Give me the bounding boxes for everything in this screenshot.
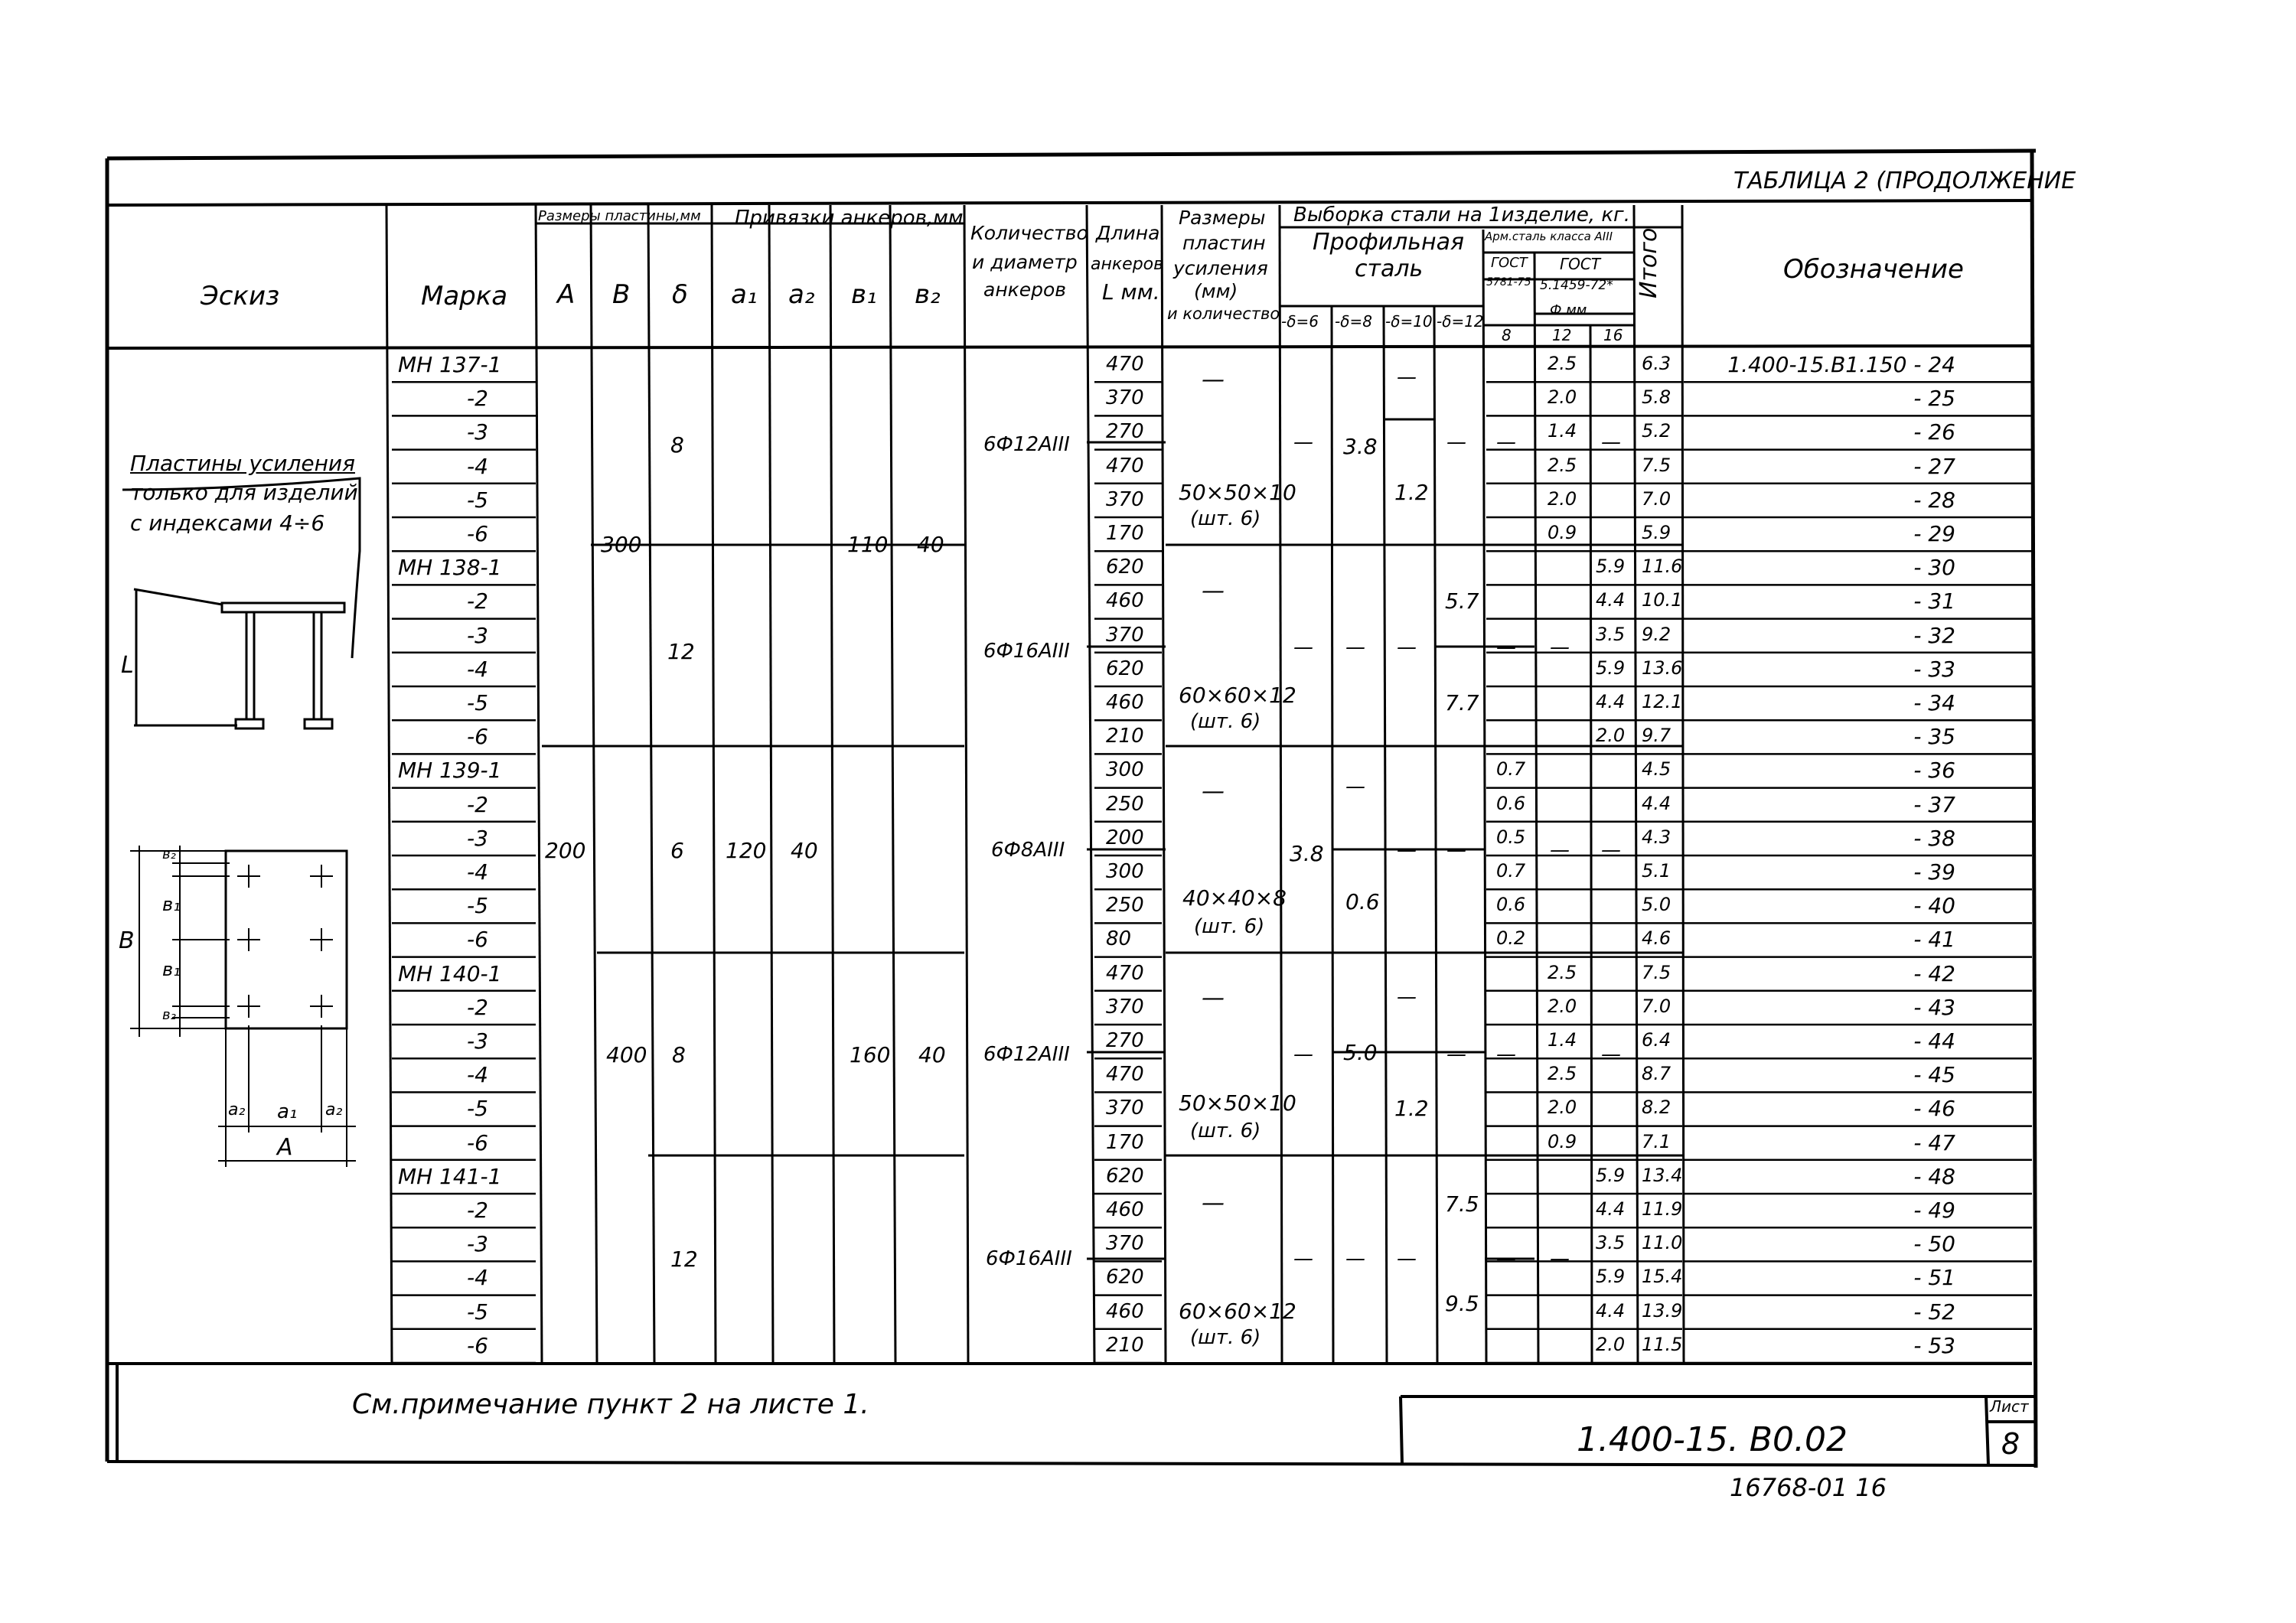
sketch-label-B: В (119, 927, 135, 954)
header-d8: -δ=8 (1335, 312, 1372, 331)
cell-d12-dash-140: — (1446, 1043, 1466, 1066)
header-rebar: Арм.сталь класса АIII (1485, 230, 1613, 243)
cell-designation: - 34 (1913, 690, 1955, 715)
cell-rebar-16: 4.4 (1596, 691, 1626, 712)
cell-total: 5.2 (1642, 420, 1671, 442)
cell-mark: -3 (467, 622, 488, 648)
cell-reinf-4b: (шт. 6) (1190, 1119, 1261, 1142)
cell-total: 15.4 (1642, 1266, 1683, 1288)
cell-delta-1: 8 (670, 432, 684, 458)
header-delta: δ (672, 279, 688, 310)
cell-mark: -2 (467, 386, 488, 412)
cell-length: 300 (1106, 758, 1144, 782)
header-total: Итого (1636, 227, 1662, 298)
sketch-label-b2b: в₂ (162, 1007, 176, 1023)
cell-total: 4.6 (1642, 927, 1671, 950)
header-plate-dims: Размеры пластины,мм (538, 208, 701, 224)
cell-d8-137: 3.8 (1343, 434, 1378, 459)
cell-length: 170 (1106, 522, 1144, 545)
header-profile-1: Профильная (1313, 229, 1465, 256)
cell-mark: -4 (467, 453, 488, 479)
footer-code: 16768-01 16 (1730, 1473, 1887, 1502)
cell-length: 620 (1106, 1266, 1144, 1289)
header-d12: -δ=12 (1437, 312, 1484, 331)
cell-length: 370 (1106, 1232, 1144, 1256)
header-gost1-1: ГОСТ (1491, 255, 1528, 271)
cell-mark: -6 (467, 521, 488, 546)
cell-length: 210 (1106, 1333, 1144, 1357)
cell-reinf-3a: 40×40×8 (1182, 885, 1287, 911)
cell-length: 370 (1106, 386, 1144, 410)
header-B: В (612, 279, 631, 310)
cell-b1-1: 110 (847, 532, 889, 557)
cell-total: 4.4 (1642, 792, 1671, 814)
cell-length: 460 (1106, 589, 1144, 613)
header-qty-2: и диаметр (972, 251, 1078, 273)
header-len-1: Длина (1096, 222, 1160, 244)
header-d10: -δ=10 (1385, 312, 1433, 331)
cell-length: 620 (1106, 657, 1144, 680)
sketch-note-1: Пластины усиления (130, 451, 355, 476)
cell-d12-141b: 9.5 (1445, 1291, 1479, 1316)
cell-r12-dash-139: — (1550, 839, 1570, 862)
header-r12: 12 (1552, 326, 1572, 344)
cell-total: 7.5 (1642, 961, 1671, 983)
cell-designation: - 39 (1913, 859, 1955, 885)
cell-rebar-8: 0.2 (1496, 927, 1526, 950)
cell-designation: - 46 (1913, 1096, 1955, 1122)
cell-total: 4.3 (1642, 826, 1671, 848)
cell-rebar-8: 0.7 (1496, 860, 1526, 882)
cell-qty-3: 6Ф8АIII (991, 839, 1065, 862)
cell-d10-dash-140: — (1397, 986, 1417, 1009)
cell-designation: - 35 (1913, 724, 1955, 750)
cell-rebar-12: 2.0 (1548, 386, 1577, 409)
cell-mark: -2 (467, 588, 488, 614)
cell-d10-140: 1.2 (1394, 1096, 1429, 1121)
header-reinf-5: и количество (1167, 305, 1280, 323)
cell-rebar-16: 5.9 (1596, 556, 1626, 578)
cell-r8-dash-137: — (1496, 431, 1516, 454)
sketch-label-b2a: в₂ (162, 846, 176, 862)
cell-mark: -4 (467, 656, 488, 682)
cell-designation: - 41 (1913, 927, 1955, 953)
cell-d10-dash-141: — (1397, 1247, 1417, 1270)
cell-rebar-16: 5.9 (1596, 657, 1626, 679)
cell-total: 13.9 (1642, 1299, 1683, 1322)
cell-designation: - 26 (1913, 419, 1955, 445)
cell-mark: -6 (467, 1129, 488, 1155)
cell-b2-1: 40 (917, 532, 944, 557)
cell-delta-5: 12 (670, 1247, 698, 1272)
cell-reinf-dash-3: — (1202, 778, 1225, 805)
cell-designation: - 33 (1913, 656, 1955, 682)
cell-length: 620 (1106, 556, 1144, 579)
cell-length: 250 (1106, 894, 1144, 917)
cell-designation: - 43 (1913, 994, 1955, 1020)
header-gost2-2: 5.1459-72* (1540, 278, 1613, 293)
cell-mark: -2 (467, 791, 488, 817)
cell-length: 370 (1106, 487, 1144, 511)
cell-total: 6.4 (1642, 1029, 1671, 1051)
cell-mark: МН 138-1 (398, 555, 502, 581)
cell-reinf-1a: 50×50×10 (1179, 480, 1296, 505)
cell-a2: 40 (791, 838, 818, 863)
cell-mark: -6 (467, 1332, 488, 1358)
cell-rebar-12: 2.5 (1548, 353, 1577, 374)
cell-mark: -5 (467, 690, 488, 715)
cell-mark: -3 (467, 1028, 488, 1054)
cell-qty-2: 6Ф16АIII (983, 640, 1070, 663)
cell-delta-3: 6 (670, 838, 684, 863)
header-d6: -δ=6 (1281, 312, 1319, 331)
cell-designation: - 32 (1913, 622, 1955, 648)
cell-delta-2: 12 (667, 639, 695, 664)
cell-designation: - 28 (1913, 487, 1955, 513)
cell-B-400: 400 (606, 1042, 647, 1067)
header-anchor-bind: Привязки анкеров,мм (735, 207, 964, 230)
cell-mark: МН 141-1 (398, 1163, 502, 1189)
cell-d8-140: 5.0 (1343, 1040, 1378, 1065)
cell-qty-4: 6Ф12АIII (983, 1043, 1070, 1066)
cell-reinf-2b: (шт. 6) (1190, 710, 1261, 733)
cell-r16-dash-139: — (1601, 839, 1621, 862)
footer-note: См.примечание пункт 2 на листе 1. (352, 1389, 869, 1420)
sketch-label-a1: a₁ (277, 1100, 298, 1123)
cell-d10-dash-137: — (1397, 366, 1417, 389)
cell-d12-138a: 5.7 (1445, 588, 1479, 614)
sketch-label-A: А (277, 1134, 293, 1161)
cell-length: 470 (1106, 454, 1144, 477)
cell-total: 12.1 (1642, 691, 1683, 712)
cell-total: 7.0 (1642, 487, 1671, 510)
cell-length: 460 (1106, 1299, 1144, 1323)
cell-rebar-16: 4.4 (1596, 1198, 1626, 1220)
cell-d8-139: 0.6 (1345, 889, 1380, 914)
cell-d8-dash-138: — (1345, 636, 1365, 659)
cell-rebar-16: 3.5 (1596, 623, 1626, 645)
cell-length: 210 (1106, 725, 1144, 748)
cell-mark: МН 140-1 (398, 960, 502, 986)
cell-d6-dash-138: — (1293, 636, 1313, 659)
cell-mark: -2 (467, 1198, 488, 1223)
cell-rebar-12: 2.5 (1548, 454, 1577, 476)
header-designation: Обозначение (1783, 254, 1964, 285)
cell-length: 270 (1106, 420, 1144, 444)
sketch-label-a2a: a₂ (228, 1100, 246, 1119)
cell-total: 8.7 (1642, 1063, 1671, 1085)
cell-mark: -5 (467, 487, 488, 513)
cell-d10-137: 1.2 (1394, 480, 1429, 505)
cell-length: 370 (1106, 1097, 1144, 1120)
cell-r12-dash-141: — (1550, 1247, 1570, 1270)
cell-rebar-16: 4.4 (1596, 1299, 1626, 1322)
cell-designation: - 38 (1913, 825, 1955, 851)
cell-d12-138b: 7.7 (1445, 690, 1479, 715)
cell-mark: -5 (467, 1096, 488, 1122)
header-reinf-2: пластин (1182, 232, 1266, 254)
cell-rebar-12: 1.4 (1548, 420, 1577, 442)
cell-length: 370 (1106, 623, 1144, 647)
cell-total: 5.9 (1642, 522, 1671, 543)
cell-designation: - 53 (1913, 1332, 1955, 1358)
header-len-3: L мм. (1102, 279, 1160, 305)
cell-total: 5.8 (1642, 386, 1671, 409)
cell-rebar-16: 5.9 (1596, 1266, 1626, 1288)
header-qty-1: Количество (970, 222, 1088, 244)
cell-designation: - 30 (1913, 555, 1955, 581)
cell-reinf-2a: 60×60×12 (1179, 683, 1296, 708)
cell-rebar-8: 0.6 (1496, 792, 1526, 814)
cell-d12-dash-137: — (1446, 431, 1466, 454)
cell-rebar-12: 1.4 (1548, 1029, 1577, 1051)
cell-total: 5.0 (1642, 894, 1671, 916)
cell-mark: -6 (467, 724, 488, 750)
cell-length: 460 (1106, 1198, 1144, 1221)
cell-designation: - 52 (1913, 1299, 1955, 1325)
cell-rebar-16: 2.0 (1596, 725, 1626, 747)
cell-rebar-12: 0.9 (1548, 1130, 1577, 1152)
cell-designation: - 50 (1913, 1231, 1955, 1257)
cell-designation: - 31 (1913, 588, 1955, 614)
header-gost2-1: ГОСТ (1560, 255, 1601, 273)
cell-r12-dash-138: — (1550, 636, 1570, 659)
sketch-label-a2b: a₂ (325, 1100, 343, 1119)
cell-r16-dash-137: — (1601, 431, 1621, 454)
cell-designation: - 37 (1913, 791, 1955, 817)
cell-d6-dash-137: — (1293, 431, 1313, 454)
cell-d12-141a: 7.5 (1445, 1191, 1479, 1217)
cell-mark: МН 139-1 (398, 758, 502, 784)
cell-total: 9.2 (1642, 623, 1671, 645)
cell-reinf-4a: 50×50×10 (1179, 1090, 1296, 1116)
header-reinf-1: Размеры (1179, 207, 1266, 229)
cell-length: 620 (1106, 1164, 1144, 1188)
cell-rebar-16: 3.5 (1596, 1232, 1626, 1254)
cell-rebar-12: 2.5 (1548, 961, 1577, 983)
header-len-2: анкеров (1091, 255, 1164, 274)
cell-designation: 1.400-15.В1.150 - 24 (1727, 352, 1955, 377)
cell-rebar-12: 0.9 (1548, 522, 1577, 543)
cell-d6-139: 3.8 (1290, 841, 1324, 866)
cell-reinf-3b: (шт. 6) (1194, 915, 1265, 938)
sketch-note-2: только для изделий (130, 480, 358, 505)
cell-mark: -3 (467, 419, 488, 445)
cell-r16-dash-140: — (1601, 1043, 1621, 1066)
cell-designation: - 49 (1913, 1198, 1955, 1223)
cell-mark: -2 (467, 994, 488, 1020)
cell-total: 7.0 (1642, 995, 1671, 1017)
cell-length: 170 (1106, 1130, 1144, 1154)
cell-rebar-16: 5.9 (1596, 1164, 1626, 1186)
header-reinf-4: (мм) (1194, 280, 1238, 302)
cell-mark: -3 (467, 1231, 488, 1257)
cell-delta-4: 8 (672, 1042, 686, 1067)
cell-d10-dash-139: — (1397, 839, 1417, 862)
cell-total: 8.2 (1642, 1097, 1671, 1119)
cell-length: 370 (1106, 995, 1144, 1018)
cell-designation: - 45 (1913, 1062, 1955, 1088)
cell-qty-1: 6Ф12АIII (983, 433, 1070, 456)
cell-r8-dash-140: — (1496, 1043, 1516, 1066)
cell-length: 300 (1106, 860, 1144, 883)
header-a2: a₂ (788, 279, 815, 310)
cell-mark: -4 (467, 1062, 488, 1088)
cell-total: 11.0 (1642, 1232, 1683, 1254)
cell-designation: - 47 (1913, 1129, 1955, 1155)
cell-reinf-1b: (шт. 6) (1190, 507, 1261, 530)
header-b2: в₂ (915, 279, 941, 310)
cell-mark: -6 (467, 927, 488, 953)
cell-designation: - 29 (1913, 521, 1955, 546)
cell-designation: - 48 (1913, 1163, 1955, 1189)
cell-a1: 120 (726, 838, 767, 863)
cell-designation: - 40 (1913, 893, 1955, 919)
header-sketch: Эскиз (201, 281, 280, 311)
cell-total: 10.1 (1642, 589, 1683, 611)
sheet-number: 8 (2001, 1427, 2020, 1461)
header-profile-2: сталь (1355, 256, 1424, 282)
cell-total: 9.7 (1642, 725, 1671, 747)
cell-designation: - 42 (1913, 960, 1955, 986)
header-reinf-3: усиления (1173, 257, 1268, 279)
sheet-label: Лист (1990, 1397, 2029, 1416)
header-phi: Ф мм (1550, 302, 1587, 318)
cell-mark: -4 (467, 859, 488, 885)
cell-b1-2: 160 (850, 1042, 891, 1067)
cell-total: 13.4 (1642, 1164, 1683, 1186)
header-qty-3: анкеров (983, 279, 1067, 301)
cell-reinf-5a: 60×60×12 (1179, 1299, 1296, 1324)
cell-rebar-12: 2.0 (1548, 487, 1577, 510)
cell-d12-dash-139: — (1446, 839, 1466, 862)
cell-rebar-16: 4.4 (1596, 589, 1626, 611)
cell-mark: -5 (467, 1299, 488, 1325)
cell-length: 250 (1106, 792, 1144, 816)
cell-length: 80 (1106, 927, 1132, 951)
cell-reinf-dash-4: — (1202, 985, 1225, 1012)
cell-total: 6.3 (1642, 353, 1671, 374)
header-steel: Выборка стали на 1изделие, кг. (1293, 204, 1630, 227)
cell-qty-5: 6Ф16АIII (986, 1247, 1072, 1270)
cell-mark: -5 (467, 893, 488, 919)
header-b1: в₁ (851, 279, 877, 310)
header-gost1-2: 5781-75 (1486, 276, 1531, 288)
cell-reinf-5b: (шт. 6) (1190, 1326, 1261, 1349)
sketch-label-b1b: в₁ (162, 959, 181, 980)
cell-rebar-12: 2.0 (1548, 1097, 1577, 1119)
cell-designation: - 36 (1913, 758, 1955, 784)
cell-designation: - 51 (1913, 1265, 1955, 1291)
cell-d8-dash-139: — (1345, 775, 1365, 798)
cell-length: 200 (1106, 826, 1144, 849)
cell-r8-dash-141: — (1496, 1247, 1516, 1270)
cell-length: 470 (1106, 353, 1144, 376)
cell-d8-dash-141: — (1345, 1247, 1365, 1270)
header-mark: Марка (421, 281, 508, 311)
cell-rebar-8: 0.5 (1496, 826, 1526, 848)
cell-r8-dash-138: — (1496, 636, 1516, 659)
cell-rebar-12: 2.5 (1548, 1063, 1577, 1085)
cell-d10-dash-138: — (1397, 636, 1417, 659)
cell-reinf-dash-5: — (1202, 1190, 1225, 1217)
cell-d6-dash-140: — (1293, 1043, 1313, 1066)
cell-length: 470 (1106, 961, 1144, 985)
cell-total: 11.5 (1642, 1333, 1683, 1355)
cell-b2-2: 40 (918, 1042, 946, 1067)
doc-code: 1.400-15. В0.02 (1577, 1420, 1848, 1459)
cell-total: 7.1 (1642, 1130, 1671, 1152)
sketch-drawing (122, 478, 360, 1167)
cell-designation: - 27 (1913, 453, 1955, 479)
cell-total: 5.1 (1642, 860, 1671, 882)
cell-d6-dash-141: — (1293, 1247, 1313, 1270)
cell-rebar-8: 0.7 (1496, 758, 1526, 781)
sketch-note-3: с индексами 4÷6 (130, 510, 325, 536)
cell-mark: -4 (467, 1265, 488, 1291)
cell-mark: МН 137-1 (398, 352, 502, 377)
header-A: А (557, 279, 576, 310)
header-r8: 8 (1502, 326, 1512, 344)
header-r16: 16 (1603, 326, 1623, 344)
cell-reinf-dash-1: — (1202, 367, 1225, 393)
cell-length: 470 (1106, 1063, 1144, 1087)
table-title: ТАБЛИЦА 2 (ПРОДОЛЖЕНИЕ (1733, 168, 2076, 194)
cell-total: 7.5 (1642, 454, 1671, 476)
cell-designation: - 25 (1913, 386, 1955, 412)
cell-rebar-12: 2.0 (1548, 995, 1577, 1017)
cell-total: 13.6 (1642, 657, 1683, 679)
cell-B-300: 300 (601, 532, 642, 557)
cell-rebar-16: 2.0 (1596, 1333, 1626, 1355)
sketch-label-L: L (121, 652, 134, 679)
sketch-label-b1a: в₁ (162, 894, 181, 915)
cell-A: 200 (545, 838, 586, 863)
cell-total: 11.6 (1642, 556, 1683, 578)
cell-total: 4.5 (1642, 758, 1671, 781)
header-a1: a₁ (731, 279, 758, 310)
cell-mark: -3 (467, 825, 488, 851)
cell-designation: - 44 (1913, 1028, 1955, 1054)
cell-rebar-8: 0.6 (1496, 894, 1526, 916)
cell-length: 270 (1106, 1029, 1144, 1052)
cell-total: 11.9 (1642, 1198, 1683, 1220)
cell-length: 460 (1106, 691, 1144, 714)
cell-reinf-dash-2: — (1202, 578, 1225, 605)
